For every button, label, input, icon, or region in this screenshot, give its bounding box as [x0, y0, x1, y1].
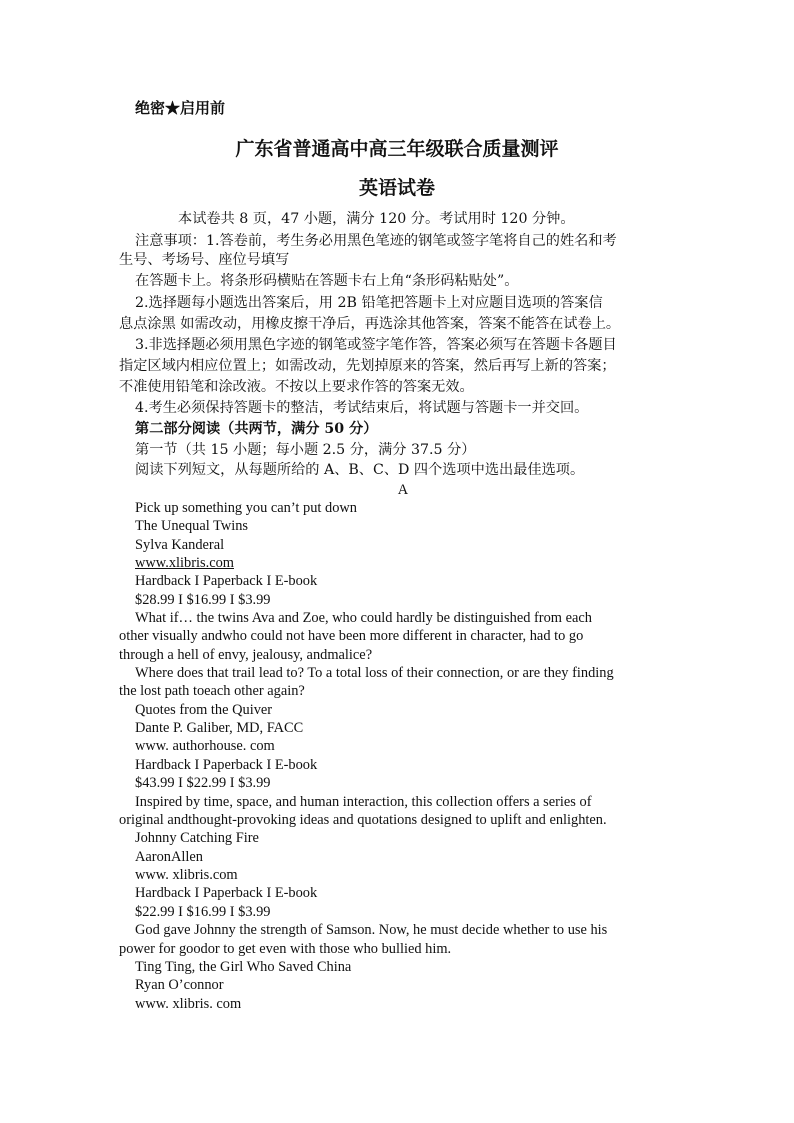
notice-4: 4.考生必须保持答题卡的整洁，考试结束后，将试题与答题卡一并交回。 [135, 400, 589, 416]
book-1-desc-line-3: through a hell of envy, jealousy, andmalice? [119, 647, 373, 663]
notice-1-line-3: 在答题卡上。将条形码横贴在答题卡右上角“条形码粘贴处”。 [135, 273, 519, 289]
part-title: 第二部分阅读（共两节，满分 50 分） [135, 421, 378, 437]
notice-1-line-2: 生号、考场号、座位号填写 [119, 252, 290, 268]
exam-title: 广东省普通高中高三年级联合质量测评 [235, 138, 559, 160]
book-3-title: Johnny Catching Fire [135, 830, 259, 846]
notice-3-line-3: 不准使用铅笔和涂改液。不按以上要求作答的答案无效。 [119, 379, 474, 395]
book-1-desc-line-4: Where does that trail lead to? To a total loss of their connection, or are they finding [135, 665, 614, 681]
book-3-desc-line-1: God gave Johnny the strength of Samson. Now, he must decide whether to use his [135, 922, 608, 938]
book-2-desc-line-1: Inspired by time, space, and human interaction, this collection offers a series of [135, 794, 592, 810]
notice-3-line-1: 3.非选择题必须用黑色字迹的钢笔或签字笔作答，答案必须写在答题卡各题目 [135, 337, 617, 353]
book-3-formats: Hardback I Paperback I E-book [135, 885, 318, 901]
book-2-site: www. authorhouse. com [135, 738, 275, 754]
book-1-desc-line-2: other visually andwho could not have been more different in character, had to go [119, 628, 584, 644]
book-1-prices: $28.99 I $16.99 I $3.99 [135, 592, 271, 608]
book-1-site-link[interactable]: www.xlibris.com [135, 555, 234, 571]
book-1-desc-line-1: What if… the twins Ava and Zoe, who could hardly be distinguished from each [135, 610, 592, 626]
direction-text: 阅读下列短文，从每题所给的 A、B、C、D 四个选项中选出最佳选项。 [135, 462, 585, 478]
book-3-desc-line-2: power for goodor to get even with those who bullied him. [119, 941, 452, 957]
book-2-prices: $43.99 I $22.99 I $3.99 [135, 775, 271, 791]
notice-2-line-1: 2.选择题每小题选出答案后，用 2B 铅笔把答题卡上对应题目选项的答案信 [135, 295, 603, 311]
notice-1-line-1: 注意事项：1.答卷前，考生务必用黑色笔迹的钢笔或签字笔将自己的姓名和考 [135, 233, 617, 249]
book-4-site: www. xlibris. com [135, 996, 242, 1012]
book-4-author: Ryan O’connor [135, 977, 224, 993]
book-1-formats: Hardback I Paperback I E-book [135, 573, 318, 589]
book-2-author: Dante P. Galiber, MD, FACC [135, 720, 304, 736]
book-1-title: The Unequal Twins [135, 518, 249, 534]
confidential-label: 绝密★启用前 [135, 99, 226, 117]
notice-3-line-2: 指定区域内相应位置上；如需改动，先划掉原来的答案，然后再写上新的答案； [119, 358, 616, 374]
book-2-desc-line-2: original andthought-provoking ideas and quotations designed to uplift and enlighten. [119, 812, 607, 828]
passage-heading: Pick up something you can’t put down [135, 500, 357, 516]
book-3-prices: $22.99 I $16.99 I $3.99 [135, 904, 271, 920]
book-1-desc-line-5: the lost path toeach other again? [119, 683, 305, 699]
exam-subtitle: 英语试卷 [358, 177, 435, 199]
exam-intro: 本试卷共 8 页，47 小题，满分 120 分。考试用时 120 分钟。 [178, 211, 575, 227]
subsection-title: 第一节（共 15 小题；每小题 2.5 分，满分 37.5 分） [135, 442, 476, 458]
book-1-author: Sylva Kanderal [135, 537, 225, 553]
notice-2-line-2: 息点涂黑 如需改动，用橡皮擦干净后，再选涂其他答案，答案不能答在试卷上。 [119, 316, 621, 332]
book-3-site: www. xlibris.com [135, 867, 238, 883]
book-2-title: Quotes from the Quiver [135, 702, 273, 718]
book-3-author: AaronAllen [135, 849, 203, 865]
passage-label: A [397, 482, 409, 498]
book-4-title: Ting Ting, the Girl Who Saved China [135, 959, 352, 975]
book-2-formats: Hardback I Paperback I E-book [135, 757, 318, 773]
